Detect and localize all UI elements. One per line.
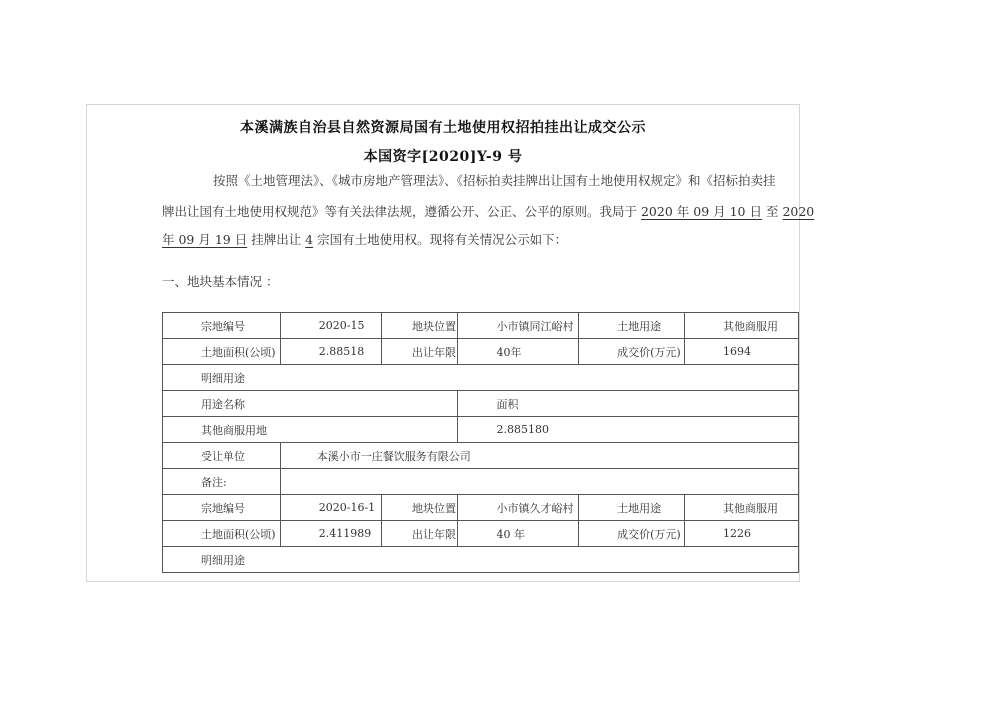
intro-paragraph-line-2: 牌出让国有土地使用权规范》等有关法律法规，遵循公开、公正、公平的原则。我局于 2020 年 09 月 10 日 至 2020 <box>162 204 815 219</box>
term-label: 出让年限 <box>381 339 458 365</box>
parcel-count: 4 <box>305 232 314 247</box>
area-label: 土地面积(公顷) <box>163 339 281 365</box>
intro-paragraph-line-1: 按照《土地管理法》、《城市房地产管理法》、《招标拍卖挂牌出让国有土地使用权规定》和《招标拍卖挂 <box>213 173 776 188</box>
detail-area-value: 2.885180 <box>458 417 799 443</box>
area-value: 2.411989 <box>280 521 381 547</box>
term-value: 40 年 <box>458 521 579 547</box>
parcel-table <box>162 312 799 573</box>
start-date: 2020 年 09 月 10 日 <box>640 204 762 219</box>
detail-use-name: 其他商服用地 <box>163 417 458 443</box>
location-label: 地块位置 <box>381 495 458 521</box>
winner-value: 本溪小市一庄餐饮服务有限公司 <box>280 443 798 469</box>
table-row <box>163 443 799 469</box>
table-row <box>163 313 799 339</box>
document-page <box>86 104 815 582</box>
end-date-rest: 年 09 月 19 日 <box>162 232 248 247</box>
detail-use-label: 明细用途 <box>163 547 799 573</box>
parcel-no-value: 2020-16-1 <box>280 495 381 521</box>
table-row <box>163 417 799 443</box>
detail-use-label: 明细用途 <box>163 365 799 391</box>
term-label: 出让年限 <box>381 521 458 547</box>
table-row <box>163 339 799 365</box>
area-short-label: 面积 <box>458 391 799 417</box>
location-label: 地块位置 <box>381 313 458 339</box>
parcel-no-label: 宗地编号 <box>163 313 281 339</box>
table-row <box>163 521 799 547</box>
remark-value <box>280 469 798 495</box>
table-row <box>163 495 799 521</box>
table-row <box>163 391 799 417</box>
table-row <box>163 469 799 495</box>
remark-label: 备注: <box>163 469 281 495</box>
land-use-value: 其他商服用 <box>685 495 799 521</box>
price-label: 成交价(万元) <box>579 339 685 365</box>
document-number: 本国资字[2020]Y-9 号 <box>363 149 523 165</box>
land-use-value: 其他商服用 <box>685 313 799 339</box>
intro-paragraph-line-3: 年 09 月 19 日 挂牌出让 4 宗国有土地使用权。现将有关情况公示如下： <box>162 232 568 247</box>
land-use-label: 土地用途 <box>579 495 685 521</box>
location-value: 小市镇久才峪村 <box>458 495 579 521</box>
end-date-year: 2020 <box>782 204 815 219</box>
term-value: 40年 <box>458 339 579 365</box>
price-value: 1694 <box>685 339 799 365</box>
winner-label: 受让单位 <box>163 443 281 469</box>
location-value: 小市镇同江峪村 <box>458 313 579 339</box>
section-heading: 一、地块基本情况 ： <box>162 274 279 289</box>
parcel-no-label: 宗地编号 <box>163 495 281 521</box>
document-title: 本溪满族自治县自然资源局国有土地使用权招拍挂出让成交公示 <box>240 120 646 136</box>
land-use-label: 土地用途 <box>579 313 685 339</box>
table-row <box>163 365 799 391</box>
parcel-no-value: 2020-15 <box>280 313 381 339</box>
price-value: 1226 <box>685 521 799 547</box>
price-label: 成交价(万元) <box>579 521 685 547</box>
use-name-label: 用途名称 <box>163 391 458 417</box>
table-row <box>163 547 799 573</box>
area-label: 土地面积(公顷) <box>163 521 281 547</box>
area-value: 2.88518 <box>280 339 381 365</box>
